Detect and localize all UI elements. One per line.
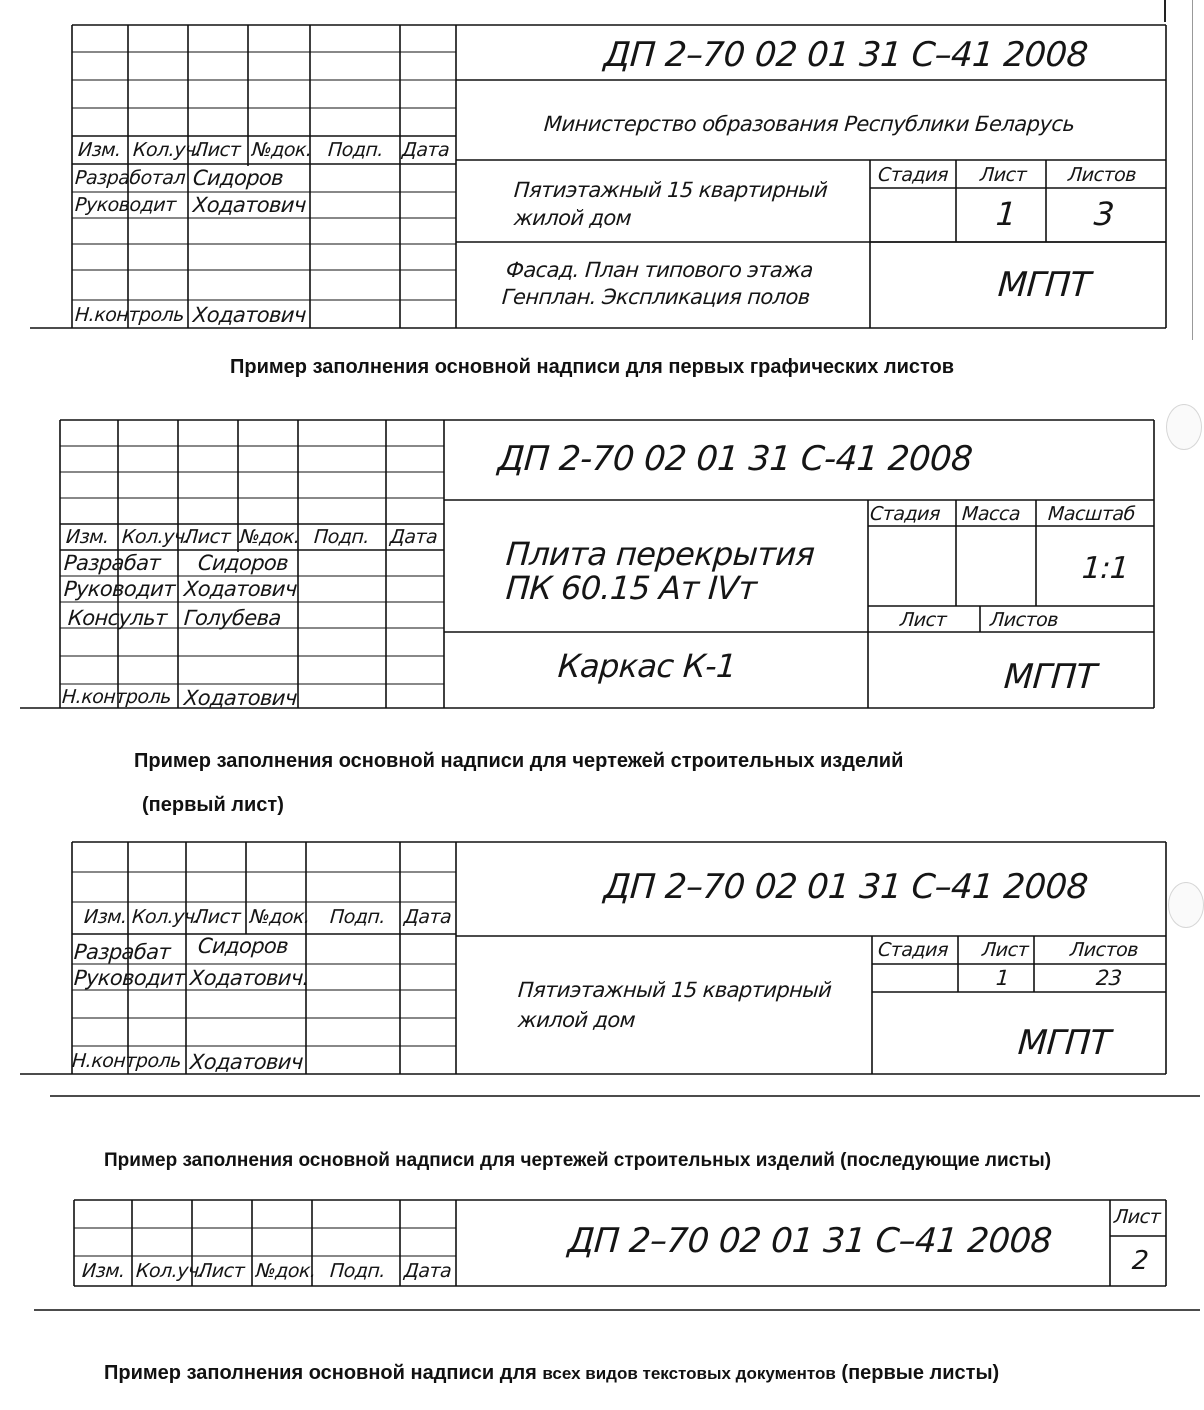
ncontrol-name: Ходатович — [183, 686, 298, 710]
product-name-line2: ПК 60.15 Ат IVт — [504, 569, 758, 607]
caption-4-part2: всех видов текстовых документов — [542, 1364, 836, 1383]
object-name-line1: Пятиэтажный 15 квартирный — [517, 978, 833, 1002]
page-edge-right — [1192, 0, 1193, 340]
sheet-value: 1 — [995, 966, 1010, 990]
header-kol-uch: Кол.уч. — [131, 906, 202, 928]
header-kol-uch: Кол.уч. — [132, 139, 203, 161]
ncontrol-role: Н.контроль — [74, 304, 185, 326]
supervisor-name: Ходатович — [192, 193, 307, 217]
sheet-label: Лист — [981, 939, 1029, 961]
header-doc-number: №док. — [251, 139, 313, 161]
caption-2-line1: Пример заполнения основной надписи для чертежей строительных изделий — [134, 750, 904, 772]
page-edge-top-right — [1164, 0, 1166, 22]
supervisor-name: Ходатович — [183, 577, 298, 601]
scale-label: Масштаб — [1047, 503, 1136, 525]
sheet-content-line2: Генплан. Экспликация полов — [501, 285, 811, 309]
caption-1: Пример заполнения основной надписи для первых графических листов — [230, 356, 955, 378]
header-list: Лист — [183, 526, 231, 548]
frame-name: Каркас К-1 — [556, 647, 738, 685]
sheet-value: 2 — [1130, 1246, 1150, 1276]
school-name: МГПТ — [1016, 1023, 1112, 1063]
object-name-line2: жилой дом — [517, 1008, 636, 1032]
caption-4 — [104, 1362, 999, 1385]
sheets-label: Листов — [1067, 164, 1137, 186]
sheet-label: Лист — [899, 609, 947, 631]
sheets-label: Листов — [1069, 939, 1139, 961]
object-name-line2: жилой дом — [513, 206, 632, 230]
header-doc-number: №док. — [239, 526, 301, 548]
sheet-content-line1: Фасад. План типового этажа — [505, 258, 814, 282]
designation-text: ДП 2-70 02 01 31 С-41 2008 — [496, 439, 974, 479]
sheets-value: 23 — [1095, 966, 1123, 990]
ncontrol-role: Н.контроль — [71, 1050, 182, 1072]
header-date: Дата — [403, 906, 453, 928]
header-doc-number: №док. — [255, 1260, 317, 1282]
header-signature: Подп. — [329, 906, 386, 928]
developer-role: Разрабат — [63, 551, 162, 575]
header-list: Лист — [193, 139, 241, 161]
sheet-label: Лист — [1113, 1206, 1161, 1228]
header-list: Лист — [193, 906, 241, 928]
developer-role: Разработал — [74, 167, 186, 189]
supervisor-name: Ходатович. — [189, 966, 310, 990]
ncontrol-name: Ходатович — [192, 303, 307, 327]
developer-name: Сидоров — [197, 934, 289, 958]
header-date: Дата — [403, 1260, 453, 1282]
header-date: Дата — [389, 526, 439, 548]
object-name-line1: Пятиэтажный 15 квартирный — [513, 178, 829, 202]
product-name-line1: Плита перекрытия — [504, 535, 816, 573]
binder-hole-icon — [1166, 404, 1202, 450]
header-signature: Подп. — [313, 526, 370, 548]
header-list: Лист — [197, 1260, 245, 1282]
scale-value: 1:1 — [1080, 551, 1130, 586]
header-signature: Подп. — [327, 139, 384, 161]
stage-label: Стадия — [877, 939, 949, 961]
header-kol-uch: Кол.уч. — [121, 526, 192, 548]
caption-2-line2: (первый лист) — [142, 794, 284, 816]
title-block-1 — [30, 22, 1170, 332]
developer-name: Сидоров — [197, 551, 289, 575]
header-signature: Подп. — [329, 1260, 386, 1282]
developer-role: Разрабат — [73, 940, 172, 964]
header-izm: Изм. — [77, 139, 122, 161]
header-kol-uch: Кол.уч. — [135, 1260, 206, 1282]
stage-label: Стадия — [877, 164, 949, 186]
header-doc-number: №док. — [249, 906, 311, 928]
title-block-3 — [20, 838, 1200, 1100]
mass-label: Масса — [961, 503, 1021, 525]
sheet-label: Лист — [979, 164, 1027, 186]
supervisor-role: Руководит — [73, 966, 186, 990]
ncontrol-role: Н.контроль — [61, 686, 172, 708]
header-izm: Изм. — [83, 906, 128, 928]
school-name: МГПТ — [1002, 657, 1098, 697]
sheets-value: 3 — [1092, 195, 1116, 233]
designation-text: ДП 2–70 02 01 31 С–41 2008 — [602, 867, 1089, 907]
header-izm: Изм. — [65, 526, 110, 548]
stage-label: Стадия — [869, 503, 941, 525]
supervisor-role: Руководит — [63, 577, 176, 601]
consultant-name: Голубева — [183, 606, 282, 630]
designation-text: ДП 2–70 02 01 31 С–41 2008 — [566, 1221, 1053, 1261]
caption-4-part1: Пример заполнения основной надписи для — [104, 1362, 537, 1384]
title-block-2 — [20, 416, 1160, 716]
header-date: Дата — [401, 139, 451, 161]
developer-name: Сидоров — [192, 166, 284, 190]
ncontrol-name: Ходатович — [189, 1050, 304, 1074]
sheets-label: Листов — [989, 609, 1059, 631]
organization-text: Министерство образования Республики Беларусь — [543, 112, 1076, 136]
sheet-value: 1 — [994, 195, 1018, 233]
header-izm: Изм. — [81, 1260, 126, 1282]
supervisor-role: Руководит — [74, 194, 177, 216]
caption-3: Пример заполнения основной надписи для чертежей строительных изделий (последующие листы) — [104, 1150, 1052, 1171]
caption-4-part3: (первые листы) — [841, 1362, 1000, 1384]
title-block-4 — [30, 1196, 1200, 1316]
designation-text: ДП 2–70 02 01 31 С–41 2008 — [602, 35, 1089, 75]
school-name: МГПТ — [996, 265, 1092, 305]
consultant-role: Консульт — [67, 606, 168, 630]
